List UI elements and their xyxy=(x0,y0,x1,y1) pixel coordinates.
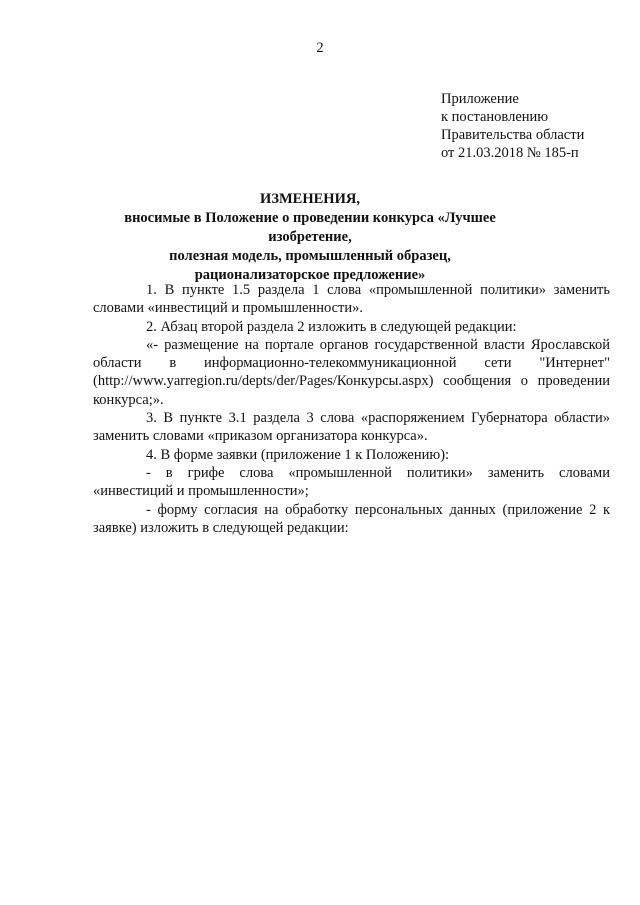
paragraph: 4. В форме заявки (приложение 1 к Положению): xyxy=(146,446,450,463)
page-number: 2 xyxy=(316,40,324,56)
appendix-line: от 21.03.2018 № 185-п xyxy=(441,145,579,161)
appendix-line: к постановлению xyxy=(441,109,549,125)
paragraph: 3. В пункте 3.1 раздела 3 слова «распоряжением Губернатора области» заменить словами «приказом организатора конкурса». xyxy=(93,410,610,445)
heading-line: вносимые в Положение о проведении конкурса «Лучшее изобретение, xyxy=(124,210,496,245)
paragraph: 2. Абзац второй раздела 2 изложить в следующей редакции: xyxy=(146,318,517,335)
appendix-line: Приложение xyxy=(441,91,519,107)
heading-line: рационализаторское предложение» xyxy=(194,267,426,283)
heading-line: полезная модель, промышленный образец, xyxy=(169,248,451,264)
paragraph: - форму согласия на обработку персональных данных (приложение 2 к заявке) изложить в следующей редакции: xyxy=(93,501,610,536)
paragraph: - в грифе слова «промышленной политики» заменить словами «инвестиций и промышленности»; xyxy=(93,464,610,500)
document-body xyxy=(93,281,610,537)
appendix-line: Правительства области xyxy=(441,127,585,143)
paragraph: «- размещение на портале органов государственной власти Ярославской области в информационно-телекоммуникационной сети "Интернет" (http://www.yarregion.ru/depts/der/Pages/Конкурсы.aspx) сообщения о проведении конкурса;». xyxy=(93,336,610,408)
document-heading xyxy=(100,190,520,285)
appendix-block xyxy=(441,90,584,162)
paragraph: 1. В пункте 1.5 раздела 1 слова «промышленной политики» заменить словами «инвестиций и промышленности». xyxy=(93,282,610,317)
heading-title: ИЗМЕНЕНИЯ, xyxy=(260,191,360,207)
